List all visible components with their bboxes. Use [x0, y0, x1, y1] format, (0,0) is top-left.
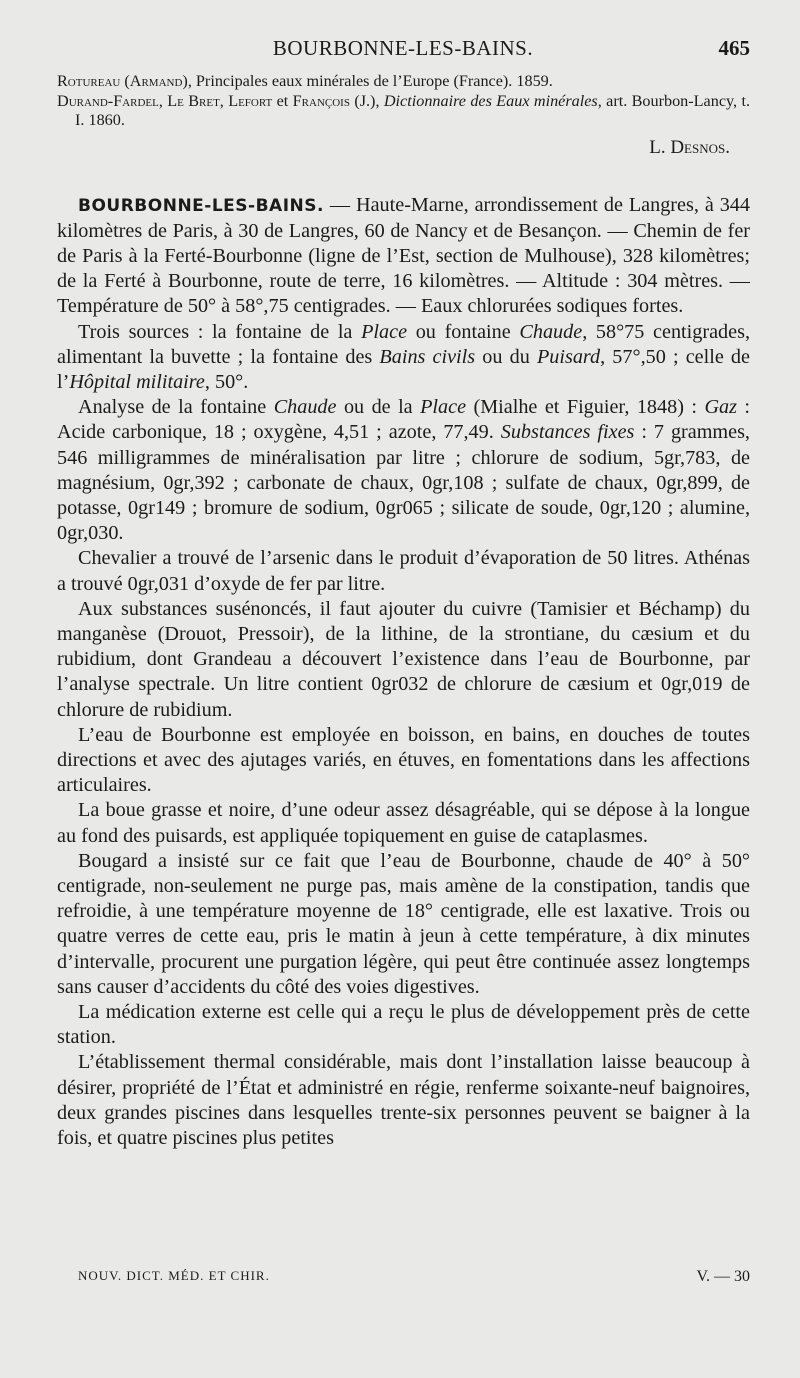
article-body: [57, 193, 750, 1152]
text-run: ou fontaine: [407, 320, 520, 343]
bibliography: [57, 72, 750, 131]
italic-run: Chaude: [273, 396, 337, 419]
paragraph-6: L’eau de Bourbonne est employée en boisson, en bains, en douches de toutes directions et avec des ajutages variés, en étuves, en fomentations dans les affections articulaires.: [57, 723, 750, 797]
italic-run: Chaude: [519, 320, 583, 343]
text-run: , 50°.: [204, 370, 249, 393]
text-run: : Acide carbonique, 18 ; oxygène, 4,51 ; azote, 77,49.: [57, 396, 751, 444]
paragraph-5: Aux substances susénoncés, il faut ajouter du cuivre (Tamisier et Béchamp) du manganèse (Drouot, Pressoir), de la lithine, de la strontiane, du cæsium et du rubidium, dont Grandeau a découvert l’existence dans l’eau de Bourbonne, par l’analyse spectrale. Un litre contient 0gr032 de chlorure de cæsium et 0gr,019 de chlorure de rubidium.: [57, 597, 750, 721]
text-run: : 7 grammes, 546 milligrammes de minéralisation par litre ; chlorure de sodium, 5gr,783, de magnésium, 0gr,392 ; carbonate de chaux, 0gr,108 ; sulfate de chaux, 0gr,899, de potasse, 0gr149 ; bromure de sodium, 0gr065 ; silicate de soude, 0gr,120 ; alumine, 0gr,030.: [57, 421, 750, 545]
reference-text: , art. Bourbon-Lancy, t. I. 1860.: [75, 91, 750, 129]
text-run: , 58°75 centigrades, alimentant la buvette ; la fontaine des: [57, 320, 750, 368]
italic-run: Place: [420, 396, 467, 419]
text-run: Analyse de la fontaine: [78, 396, 274, 419]
reference-separator: ,: [375, 91, 384, 110]
page-content: [57, 72, 750, 1151]
text-run: (Mialhe et Figuier, 1848) :: [466, 396, 705, 419]
footer-signature-mark: NOUV. DICT. MÉD. ET CHIR.: [78, 1268, 270, 1283]
text-run: Trois sources : la fontaine de la: [78, 320, 362, 343]
author-signature: L. Desnos.: [649, 136, 730, 158]
reference-author: Rotureau (Armand): [57, 72, 188, 90]
text-run: ou de la: [336, 396, 421, 419]
reference-2: [57, 92, 750, 131]
paragraph-3: [57, 395, 750, 546]
reference-title: Dictionnaire des Eaux minérales: [383, 91, 598, 110]
reference-authors: Durand-Fardel, Le Bret, Lefort: [57, 91, 273, 110]
italic-run: Substances fixes: [500, 421, 635, 444]
text-run: , 57°,50 ; celle de l’: [57, 345, 750, 393]
italic-run: Bains civils: [379, 345, 476, 368]
text-run: ou du: [475, 345, 537, 368]
paragraph-9: La médication externe est celle qui a reçu le plus de développement près de cette station.: [57, 1001, 750, 1049]
italic-run: Gaz: [704, 396, 737, 419]
page-footer: [78, 1268, 750, 1292]
page-number: 465: [718, 36, 750, 60]
paragraph-10: L’établissement thermal considérable, mais dont l’installation laisse beaucoup à désirer, propriété de l’État et administré en régie, renferme soixante-neuf baignoires, deux grandes piscines dans lesquelles trente-six personnes peuvent se baigner à la fois, et quatre piscines plus petites: [57, 1051, 750, 1150]
footer-volume-sheet: V. — 30: [696, 1268, 750, 1285]
paragraph-text: — Haute-Marne, arrondissement de Langres, à 344 kilomètres de Paris, à 30 de Langres, 60 de Nancy et de Besançon. — Chemin de fer de Paris à la Ferté-Bourbonne (ligne de l’Est, section de Mulhouse), 328 kilomètres; de la Ferté à Bourbonne, route de terre, 16 kilomètres. — Altitude : 304 mètres. — Température de 50° à 58°,75 centigrades. — Eaux chlorurées sodiques fortes.: [57, 193, 750, 318]
article-headword: BOURBONNE-LES-BAINS.: [78, 195, 324, 216]
italic-run: Hôpital militaire: [69, 370, 205, 393]
page-header: [56, 36, 750, 70]
reference-1: [57, 72, 750, 92]
paragraph-7: La boue grasse et noire, d’une odeur assez désagréable, qui se dépose à la longue au fond des puisards, est appliquée topiquement en guise de cataplasmes.: [57, 799, 750, 847]
reference-conjunction: et: [272, 91, 293, 110]
paragraph-4: Chevalier a trouvé de l’arsenic dans le produit d’évaporation de 50 litres. Athénas a trouvé 0gr,031 d’oxyde de fer par litre.: [57, 547, 750, 595]
running-title: BOURBONNE-LES-BAINS.: [272, 36, 534, 60]
paragraph-2: [57, 320, 750, 396]
italic-run: Place: [361, 320, 408, 343]
paragraph-1: [57, 193, 750, 320]
reference-author-last: François (J.): [292, 91, 376, 110]
paragraph-8: Bougard a insisté sur ce fait que l’eau de Bourbonne, chaude de 40° à 50° centigrade, non-seulement ne purge pas, mais amène de la constipation, tandis que refroidie, à une température moyenne de 18° centigrade, elle est laxative. Trois ou quatre verres de cette eau, pris le matin à jeun à cette température, à dix minutes d’intervalle, procurent une purgation légère, qui peut être continuée assez longtemps sans causer d’accidents du côté des voies digestives.: [57, 849, 750, 998]
reference-text: , Principales eaux minérales de l’Europe (France). 1859.: [187, 72, 553, 90]
italic-run: Puisard: [536, 345, 601, 368]
